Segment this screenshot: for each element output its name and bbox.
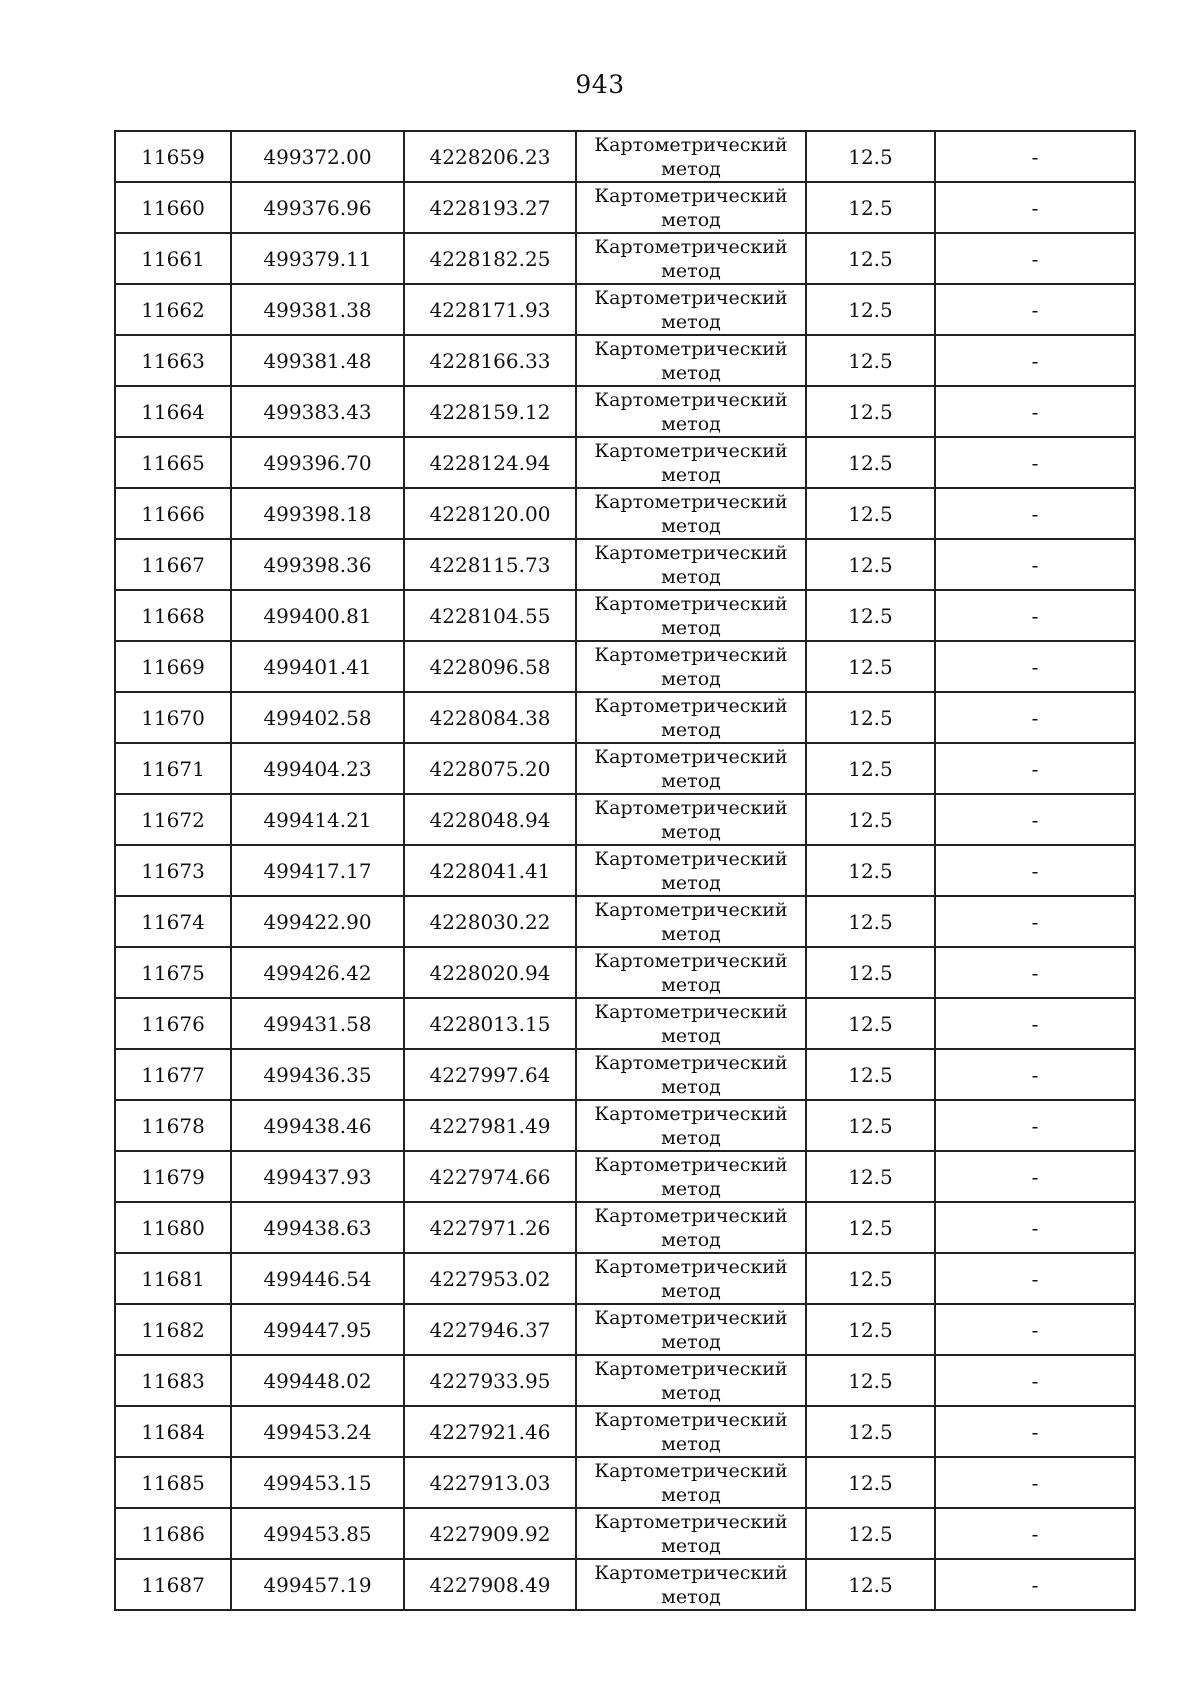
table-row <box>115 182 1135 233</box>
method-cell <box>576 1049 806 1100</box>
method-cell <box>576 845 806 896</box>
note-cell: - <box>935 233 1135 284</box>
accuracy-cell: 12.5 <box>806 692 935 743</box>
method-line-1: Картометрический <box>594 1204 788 1227</box>
x-coordinate-cell: 499379.11 <box>231 233 404 284</box>
point-number-cell: 11661 <box>115 233 231 284</box>
y-coordinate-cell: 4228096.58 <box>404 641 576 692</box>
table-row <box>115 1049 1135 1100</box>
note-cell: - <box>935 1304 1135 1355</box>
method-line-2: метод <box>661 157 721 180</box>
point-number-cell: 11685 <box>115 1457 231 1508</box>
table-row <box>115 1406 1135 1457</box>
accuracy-cell: 12.5 <box>806 233 935 284</box>
y-coordinate-cell: 4227981.49 <box>404 1100 576 1151</box>
method-line-2: метод <box>661 259 721 282</box>
note-cell: - <box>935 1508 1135 1559</box>
method-line-1: Картометрический <box>594 847 788 870</box>
method-cell <box>576 335 806 386</box>
method-line-1: Картометрический <box>594 592 788 615</box>
x-coordinate-cell: 499453.85 <box>231 1508 404 1559</box>
note-cell: - <box>935 1253 1135 1304</box>
table-row <box>115 1355 1135 1406</box>
page-number: 943 <box>575 70 625 99</box>
table-row <box>115 998 1135 1049</box>
note-cell: - <box>935 1406 1135 1457</box>
accuracy-cell: 12.5 <box>806 1253 935 1304</box>
accuracy-cell: 12.5 <box>806 1355 935 1406</box>
y-coordinate-cell: 4228020.94 <box>404 947 576 998</box>
method-line-2: метод <box>661 463 721 486</box>
method-cell <box>576 1304 806 1355</box>
method-cell <box>576 947 806 998</box>
method-line-2: метод <box>661 871 721 894</box>
method-line-2: метод <box>661 1075 721 1098</box>
x-coordinate-cell: 499398.18 <box>231 488 404 539</box>
method-line-2: метод <box>661 1024 721 1047</box>
point-number-cell: 11687 <box>115 1559 231 1610</box>
method-line-2: метод <box>661 616 721 639</box>
note-cell: - <box>935 1457 1135 1508</box>
table-row <box>115 335 1135 386</box>
y-coordinate-cell: 4228013.15 <box>404 998 576 1049</box>
accuracy-cell: 12.5 <box>806 1100 935 1151</box>
accuracy-cell: 12.5 <box>806 998 935 1049</box>
x-coordinate-cell: 499438.63 <box>231 1202 404 1253</box>
y-coordinate-cell: 4227974.66 <box>404 1151 576 1202</box>
method-line-1: Картометрический <box>594 388 788 411</box>
method-line-2: метод <box>661 1585 721 1608</box>
note-cell: - <box>935 845 1135 896</box>
note-cell: - <box>935 692 1135 743</box>
accuracy-cell: 12.5 <box>806 794 935 845</box>
accuracy-cell: 12.5 <box>806 845 935 896</box>
method-line-2: метод <box>661 769 721 792</box>
method-line-2: метод <box>661 361 721 384</box>
table-row <box>115 539 1135 590</box>
table-row <box>115 794 1135 845</box>
point-number-cell: 11684 <box>115 1406 231 1457</box>
point-number-cell: 11671 <box>115 743 231 794</box>
note-cell: - <box>935 1100 1135 1151</box>
x-coordinate-cell: 499447.95 <box>231 1304 404 1355</box>
y-coordinate-cell: 4228166.33 <box>404 335 576 386</box>
accuracy-cell: 12.5 <box>806 1559 935 1610</box>
note-cell: - <box>935 1202 1135 1253</box>
y-coordinate-cell: 4227909.92 <box>404 1508 576 1559</box>
x-coordinate-cell: 499383.43 <box>231 386 404 437</box>
method-cell <box>576 1559 806 1610</box>
note-cell: - <box>935 437 1135 488</box>
accuracy-cell: 12.5 <box>806 1151 935 1202</box>
method-line-2: метод <box>661 1381 721 1404</box>
method-cell <box>576 539 806 590</box>
method-line-2: метод <box>661 1483 721 1506</box>
table-row <box>115 845 1135 896</box>
method-cell <box>576 1151 806 1202</box>
method-line-2: метод <box>661 1534 721 1557</box>
note-cell: - <box>935 641 1135 692</box>
method-cell <box>576 131 806 182</box>
x-coordinate-cell: 499402.58 <box>231 692 404 743</box>
accuracy-cell: 12.5 <box>806 896 935 947</box>
y-coordinate-cell: 4228075.20 <box>404 743 576 794</box>
accuracy-cell: 12.5 <box>806 182 935 233</box>
table-row <box>115 1559 1135 1610</box>
y-coordinate-cell: 4227913.03 <box>404 1457 576 1508</box>
x-coordinate-cell: 499446.54 <box>231 1253 404 1304</box>
note-cell: - <box>935 182 1135 233</box>
note-cell: - <box>935 284 1135 335</box>
method-cell <box>576 743 806 794</box>
table-row <box>115 1304 1135 1355</box>
method-cell <box>576 1355 806 1406</box>
method-cell <box>576 1508 806 1559</box>
method-cell <box>576 1406 806 1457</box>
note-cell: - <box>935 131 1135 182</box>
method-line-1: Картометрический <box>594 1510 788 1533</box>
method-cell <box>576 998 806 1049</box>
point-number-cell: 11686 <box>115 1508 231 1559</box>
accuracy-cell: 12.5 <box>806 386 935 437</box>
note-cell: - <box>935 590 1135 641</box>
x-coordinate-cell: 499381.38 <box>231 284 404 335</box>
method-line-1: Картометрический <box>594 1306 788 1329</box>
accuracy-cell: 12.5 <box>806 1457 935 1508</box>
y-coordinate-cell: 4228115.73 <box>404 539 576 590</box>
method-line-1: Картометрический <box>594 1255 788 1278</box>
x-coordinate-cell: 499376.96 <box>231 182 404 233</box>
point-number-cell: 11667 <box>115 539 231 590</box>
method-cell <box>576 233 806 284</box>
point-number-cell: 11666 <box>115 488 231 539</box>
method-line-1: Картометрический <box>594 745 788 768</box>
y-coordinate-cell: 4228104.55 <box>404 590 576 641</box>
method-cell <box>576 896 806 947</box>
x-coordinate-cell: 499422.90 <box>231 896 404 947</box>
note-cell: - <box>935 1559 1135 1610</box>
table-row <box>115 488 1135 539</box>
note-cell: - <box>935 947 1135 998</box>
coordinates-table <box>114 130 1136 1611</box>
y-coordinate-cell: 4227933.95 <box>404 1355 576 1406</box>
x-coordinate-cell: 499372.00 <box>231 131 404 182</box>
method-line-1: Картометрический <box>594 337 788 360</box>
method-line-1: Картометрический <box>594 286 788 309</box>
method-line-1: Картометрический <box>594 1102 788 1125</box>
x-coordinate-cell: 499401.41 <box>231 641 404 692</box>
table-row <box>115 437 1135 488</box>
point-number-cell: 11676 <box>115 998 231 1049</box>
x-coordinate-cell: 499417.17 <box>231 845 404 896</box>
y-coordinate-cell: 4228120.00 <box>404 488 576 539</box>
x-coordinate-cell: 499414.21 <box>231 794 404 845</box>
y-coordinate-cell: 4228030.22 <box>404 896 576 947</box>
coordinates-table-body <box>115 131 1135 1610</box>
x-coordinate-cell: 499426.42 <box>231 947 404 998</box>
y-coordinate-cell: 4227908.49 <box>404 1559 576 1610</box>
table-row <box>115 947 1135 998</box>
accuracy-cell: 12.5 <box>806 1049 935 1100</box>
method-line-1: Картометрический <box>594 1459 788 1482</box>
point-number-cell: 11675 <box>115 947 231 998</box>
method-line-2: метод <box>661 1177 721 1200</box>
table-row <box>115 896 1135 947</box>
method-line-2: метод <box>661 1279 721 1302</box>
note-cell: - <box>935 386 1135 437</box>
table-row <box>115 1253 1135 1304</box>
method-line-1: Картометрический <box>594 1000 788 1023</box>
point-number-cell: 11682 <box>115 1304 231 1355</box>
method-line-1: Картометрический <box>594 1561 788 1584</box>
table-row <box>115 131 1135 182</box>
table-row <box>115 1457 1135 1508</box>
y-coordinate-cell: 4227971.26 <box>404 1202 576 1253</box>
y-coordinate-cell: 4228171.93 <box>404 284 576 335</box>
method-cell <box>576 794 806 845</box>
point-number-cell: 11665 <box>115 437 231 488</box>
method-line-1: Картометрический <box>594 1408 788 1431</box>
point-number-cell: 11670 <box>115 692 231 743</box>
method-line-1: Картометрический <box>594 133 788 156</box>
point-number-cell: 11677 <box>115 1049 231 1100</box>
note-cell: - <box>935 794 1135 845</box>
point-number-cell: 11672 <box>115 794 231 845</box>
accuracy-cell: 12.5 <box>806 1304 935 1355</box>
method-cell <box>576 437 806 488</box>
y-coordinate-cell: 4228041.41 <box>404 845 576 896</box>
accuracy-cell: 12.5 <box>806 743 935 794</box>
y-coordinate-cell: 4227921.46 <box>404 1406 576 1457</box>
x-coordinate-cell: 499453.24 <box>231 1406 404 1457</box>
table-row <box>115 233 1135 284</box>
accuracy-cell: 12.5 <box>806 335 935 386</box>
method-line-1: Картометрический <box>594 643 788 666</box>
point-number-cell: 11662 <box>115 284 231 335</box>
x-coordinate-cell: 499381.48 <box>231 335 404 386</box>
point-number-cell: 11660 <box>115 182 231 233</box>
y-coordinate-cell: 4228159.12 <box>404 386 576 437</box>
method-line-2: метод <box>661 718 721 741</box>
method-line-2: метод <box>661 1432 721 1455</box>
note-cell: - <box>935 1355 1135 1406</box>
note-cell: - <box>935 998 1135 1049</box>
point-number-cell: 11674 <box>115 896 231 947</box>
method-line-2: метод <box>661 514 721 537</box>
method-cell <box>576 182 806 233</box>
method-line-2: метод <box>661 922 721 945</box>
note-cell: - <box>935 743 1135 794</box>
table-row <box>115 1100 1135 1151</box>
x-coordinate-cell: 499448.02 <box>231 1355 404 1406</box>
point-number-cell: 11663 <box>115 335 231 386</box>
method-line-2: метод <box>661 565 721 588</box>
method-line-2: метод <box>661 667 721 690</box>
point-number-cell: 11679 <box>115 1151 231 1202</box>
point-number-cell: 11669 <box>115 641 231 692</box>
method-line-1: Картометрический <box>594 184 788 207</box>
method-line-1: Картометрический <box>594 439 788 462</box>
x-coordinate-cell: 499404.23 <box>231 743 404 794</box>
method-cell <box>576 488 806 539</box>
table-row <box>115 386 1135 437</box>
accuracy-cell: 12.5 <box>806 590 935 641</box>
method-line-2: метод <box>661 208 721 231</box>
accuracy-cell: 12.5 <box>806 1406 935 1457</box>
table-row <box>115 743 1135 794</box>
method-line-2: метод <box>661 1228 721 1251</box>
table-row <box>115 692 1135 743</box>
method-line-2: метод <box>661 973 721 996</box>
note-cell: - <box>935 335 1135 386</box>
note-cell: - <box>935 539 1135 590</box>
note-cell: - <box>935 1151 1135 1202</box>
method-cell <box>576 641 806 692</box>
table-row <box>115 284 1135 335</box>
table-row <box>115 641 1135 692</box>
point-number-cell: 11680 <box>115 1202 231 1253</box>
method-line-2: метод <box>661 1126 721 1149</box>
point-number-cell: 11678 <box>115 1100 231 1151</box>
method-cell <box>576 1253 806 1304</box>
method-line-1: Картометрический <box>594 1357 788 1380</box>
accuracy-cell: 12.5 <box>806 284 935 335</box>
x-coordinate-cell: 499457.19 <box>231 1559 404 1610</box>
x-coordinate-cell: 499438.46 <box>231 1100 404 1151</box>
x-coordinate-cell: 499436.35 <box>231 1049 404 1100</box>
accuracy-cell: 12.5 <box>806 1202 935 1253</box>
x-coordinate-cell: 499453.15 <box>231 1457 404 1508</box>
method-line-1: Картометрический <box>594 235 788 258</box>
note-cell: - <box>935 488 1135 539</box>
accuracy-cell: 12.5 <box>806 437 935 488</box>
table-row <box>115 1202 1135 1253</box>
method-line-2: метод <box>661 820 721 843</box>
method-line-2: метод <box>661 310 721 333</box>
point-number-cell: 11673 <box>115 845 231 896</box>
method-cell <box>576 386 806 437</box>
table-row <box>115 1151 1135 1202</box>
y-coordinate-cell: 4228206.23 <box>404 131 576 182</box>
x-coordinate-cell: 499437.93 <box>231 1151 404 1202</box>
method-line-1: Картометрический <box>594 949 788 972</box>
table-row <box>115 1508 1135 1559</box>
y-coordinate-cell: 4227997.64 <box>404 1049 576 1100</box>
point-number-cell: 11664 <box>115 386 231 437</box>
method-line-1: Картометрический <box>594 541 788 564</box>
method-line-2: метод <box>661 412 721 435</box>
method-line-1: Картометрический <box>594 898 788 921</box>
note-cell: - <box>935 896 1135 947</box>
note-cell: - <box>935 1049 1135 1100</box>
x-coordinate-cell: 499398.36 <box>231 539 404 590</box>
method-line-1: Картометрический <box>594 694 788 717</box>
method-line-1: Картометрический <box>594 1153 788 1176</box>
point-number-cell: 11681 <box>115 1253 231 1304</box>
accuracy-cell: 12.5 <box>806 641 935 692</box>
table-row <box>115 590 1135 641</box>
method-line-1: Картометрический <box>594 796 788 819</box>
method-cell <box>576 692 806 743</box>
y-coordinate-cell: 4228084.38 <box>404 692 576 743</box>
y-coordinate-cell: 4228124.94 <box>404 437 576 488</box>
x-coordinate-cell: 499396.70 <box>231 437 404 488</box>
point-number-cell: 11668 <box>115 590 231 641</box>
y-coordinate-cell: 4228048.94 <box>404 794 576 845</box>
point-number-cell: 11683 <box>115 1355 231 1406</box>
method-cell <box>576 284 806 335</box>
y-coordinate-cell: 4228182.25 <box>404 233 576 284</box>
y-coordinate-cell: 4228193.27 <box>404 182 576 233</box>
method-line-2: метод <box>661 1330 721 1353</box>
x-coordinate-cell: 499431.58 <box>231 998 404 1049</box>
accuracy-cell: 12.5 <box>806 131 935 182</box>
y-coordinate-cell: 4227953.02 <box>404 1253 576 1304</box>
accuracy-cell: 12.5 <box>806 1508 935 1559</box>
method-line-1: Картометрический <box>594 490 788 513</box>
method-cell <box>576 590 806 641</box>
accuracy-cell: 12.5 <box>806 488 935 539</box>
y-coordinate-cell: 4227946.37 <box>404 1304 576 1355</box>
accuracy-cell: 12.5 <box>806 539 935 590</box>
x-coordinate-cell: 499400.81 <box>231 590 404 641</box>
method-cell <box>576 1457 806 1508</box>
method-cell <box>576 1202 806 1253</box>
point-number-cell: 11659 <box>115 131 231 182</box>
method-cell <box>576 1100 806 1151</box>
accuracy-cell: 12.5 <box>806 947 935 998</box>
method-line-1: Картометрический <box>594 1051 788 1074</box>
